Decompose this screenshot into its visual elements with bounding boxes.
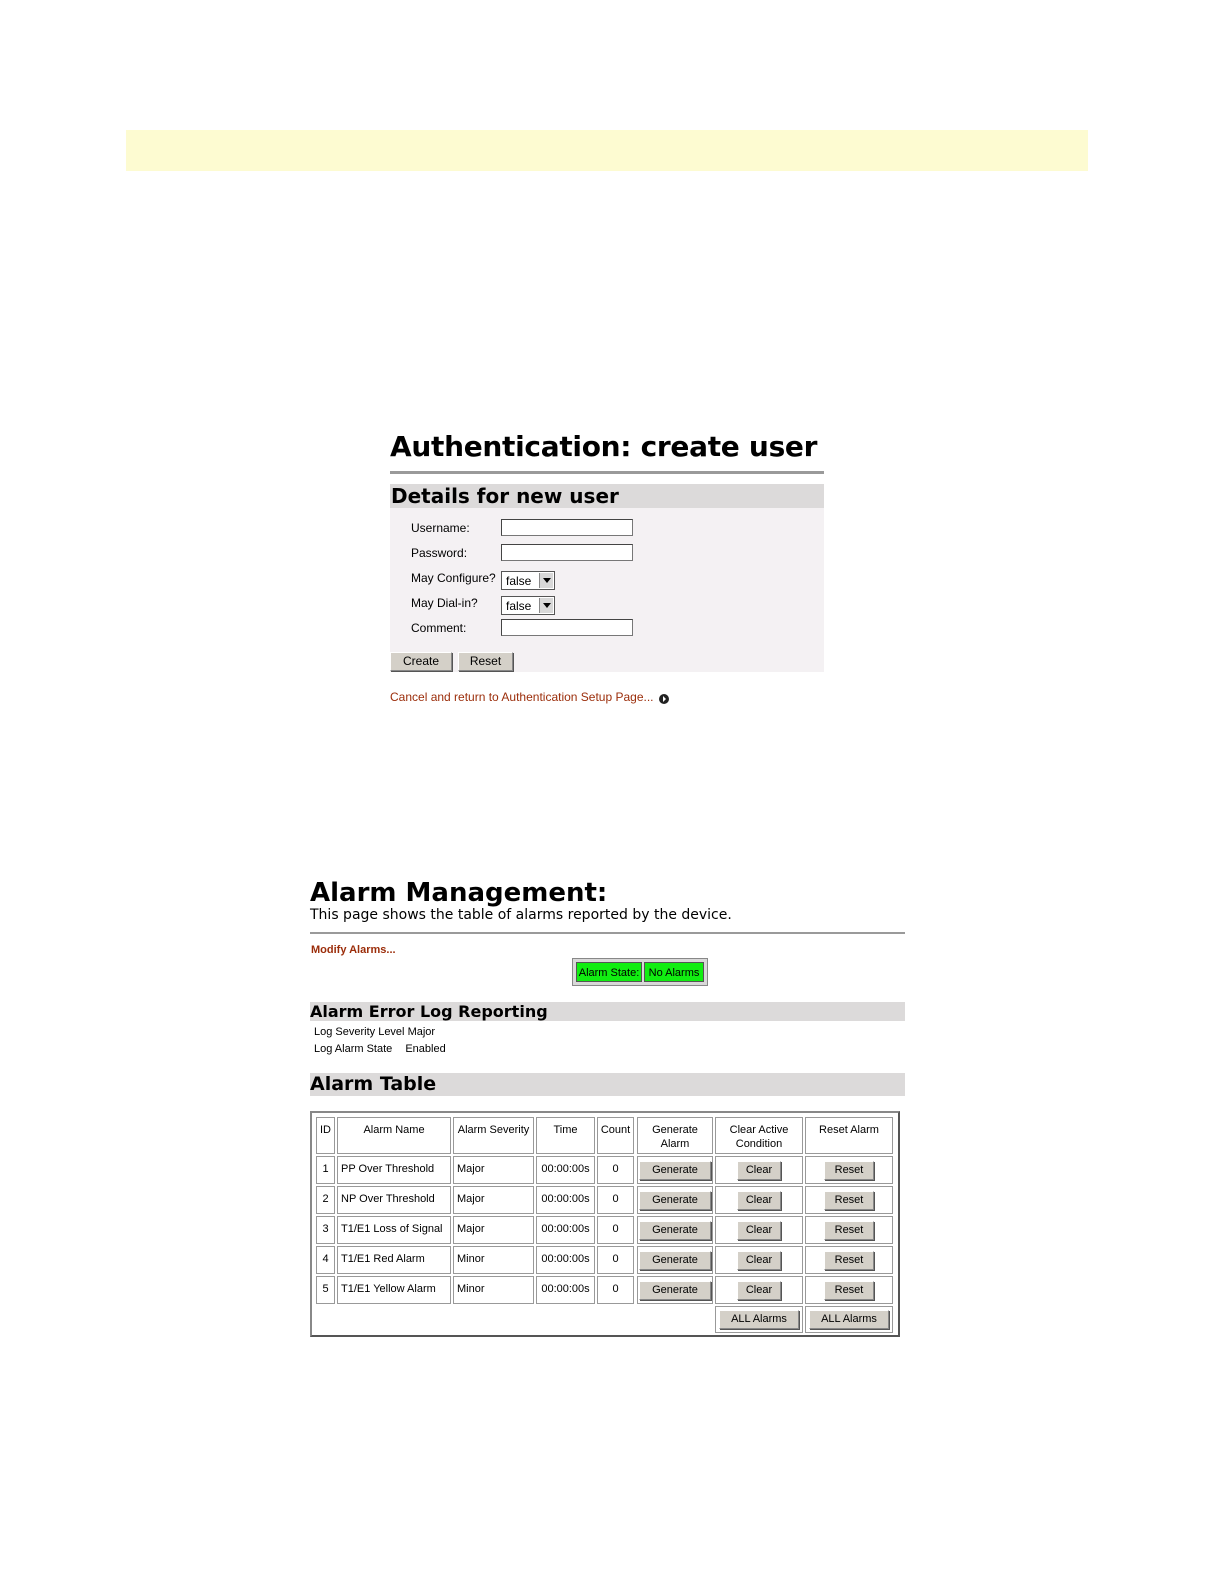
table-cell-time: 00:00:00s xyxy=(536,1276,595,1304)
alarm-state-value: No Alarms xyxy=(644,962,704,982)
modify-alarms-link[interactable]: Modify Alarms... xyxy=(311,944,396,956)
table-cell-name: T1/E1 Loss of Signal xyxy=(337,1216,451,1244)
alarm-table xyxy=(310,1111,900,1337)
log-settings xyxy=(314,1024,446,1058)
section-title: Details for new user xyxy=(390,484,824,508)
table-cell-name: T1/E1 Yellow Alarm xyxy=(337,1276,451,1304)
table-cell-severity: Major xyxy=(453,1216,534,1244)
clear-button[interactable]: Clear xyxy=(737,1161,781,1180)
alarm-divider xyxy=(310,932,905,934)
table-cell-name: NP Over Threshold xyxy=(337,1186,451,1214)
user-form xyxy=(390,508,824,672)
comment-label: Comment: xyxy=(411,621,467,635)
table-header-cell: Time xyxy=(536,1117,595,1154)
log-severity-label: Log Severity Level xyxy=(314,1026,405,1038)
alarm-management-panel xyxy=(310,876,905,1325)
table-cell-id: 4 xyxy=(316,1246,335,1274)
table-cell-count: 0 xyxy=(597,1246,634,1274)
log-severity-line xyxy=(314,1024,446,1041)
alarm-table-title: Alarm Table xyxy=(310,1073,905,1096)
reset-alarm-button[interactable]: Reset xyxy=(824,1191,874,1210)
generate-button[interactable]: Generate xyxy=(639,1221,711,1240)
table-cell-severity: Minor xyxy=(453,1246,534,1274)
dialin-select[interactable] xyxy=(501,596,555,615)
reset-alarm-button[interactable]: Reset xyxy=(824,1281,874,1300)
reset-alarm-button[interactable]: Reset xyxy=(824,1221,874,1240)
table-header-cell: Alarm Name xyxy=(337,1117,451,1154)
table-header-cell: ID xyxy=(316,1117,335,1154)
username-input[interactable] xyxy=(501,519,633,536)
table-cell-count: 0 xyxy=(597,1276,634,1304)
table-header-cell: Alarm Severity xyxy=(453,1117,534,1154)
configure-label: May Configure? xyxy=(411,571,496,585)
table-header-cell: Reset Alarm xyxy=(805,1117,893,1154)
title-divider xyxy=(390,471,824,474)
username-label: Username: xyxy=(411,521,470,535)
chevron-down-icon[interactable] xyxy=(539,573,553,588)
alarm-page-title: Alarm Management: xyxy=(310,878,608,908)
reset-button[interactable]: Reset xyxy=(458,652,513,671)
table-cell-id: 5 xyxy=(316,1276,335,1304)
chevron-down-icon[interactable] xyxy=(539,598,553,613)
table-header-cell: Generate Alarm xyxy=(637,1117,713,1154)
table-cell-name: T1/E1 Red Alarm xyxy=(337,1246,451,1274)
cancel-link-text[interactable]: Cancel and return to Authentication Setup Page... xyxy=(390,690,654,704)
alarm-description: This page shows the table of alarms reported by the device. xyxy=(310,907,732,923)
generate-button[interactable]: Generate xyxy=(639,1281,711,1300)
cancel-link[interactable] xyxy=(390,690,669,704)
table-cell-time: 00:00:00s xyxy=(536,1216,595,1244)
page-title: Authentication: create user xyxy=(390,430,818,463)
create-button[interactable]: Create xyxy=(390,652,452,671)
clear-button[interactable]: Clear xyxy=(737,1191,781,1210)
auth-create-user-panel xyxy=(390,428,824,704)
arrow-right-circle-icon[interactable] xyxy=(659,694,669,704)
table-cell-time: 00:00:00s xyxy=(536,1246,595,1274)
table-cell-count: 0 xyxy=(597,1216,634,1244)
log-section-title: Alarm Error Log Reporting xyxy=(310,1002,905,1021)
table-cell-count: 0 xyxy=(597,1156,634,1184)
clear-button[interactable]: Clear xyxy=(737,1281,781,1300)
table-cell-severity: Major xyxy=(453,1156,534,1184)
table-cell-time: 00:00:00s xyxy=(536,1186,595,1214)
clear-button[interactable]: Clear xyxy=(737,1251,781,1270)
table-cell-name: PP Over Threshold xyxy=(337,1156,451,1184)
generate-button[interactable]: Generate xyxy=(639,1161,711,1180)
configure-value: false xyxy=(506,574,532,588)
table-cell-count: 0 xyxy=(597,1186,634,1214)
reset-all-alarms-button[interactable]: ALL Alarms xyxy=(809,1310,889,1329)
reset-alarm-button[interactable]: Reset xyxy=(824,1251,874,1270)
generate-button[interactable]: Generate xyxy=(639,1191,711,1210)
header-band xyxy=(126,130,1088,171)
dialin-label: May Dial-in? xyxy=(411,596,478,610)
password-input[interactable] xyxy=(501,544,633,561)
table-cell-time: 00:00:00s xyxy=(536,1156,595,1184)
dialin-value: false xyxy=(506,599,532,613)
log-state-label: Log Alarm State xyxy=(314,1043,393,1055)
clear-all-alarms-button[interactable]: ALL Alarms xyxy=(719,1310,799,1329)
password-label: Password: xyxy=(411,546,468,560)
log-state-line xyxy=(314,1041,446,1058)
generate-button[interactable]: Generate xyxy=(639,1251,711,1270)
alarm-state-indicator xyxy=(572,958,708,986)
table-header-cell: Clear Active Condition xyxy=(715,1117,803,1154)
table-cell-severity: Minor xyxy=(453,1276,534,1304)
table-header-cell: Count xyxy=(597,1117,634,1154)
comment-input[interactable] xyxy=(501,619,633,636)
table-cell-id: 3 xyxy=(316,1216,335,1244)
table-cell-severity: Major xyxy=(453,1186,534,1214)
table-cell-id: 1 xyxy=(316,1156,335,1184)
log-state-value: Enabled xyxy=(405,1043,446,1055)
table-cell-id: 2 xyxy=(316,1186,335,1214)
log-severity-value: Major xyxy=(407,1026,436,1038)
clear-button[interactable]: Clear xyxy=(737,1221,781,1240)
configure-select[interactable] xyxy=(501,571,555,590)
alarm-state-label: Alarm State: xyxy=(576,962,642,982)
reset-alarm-button[interactable]: Reset xyxy=(824,1161,874,1180)
